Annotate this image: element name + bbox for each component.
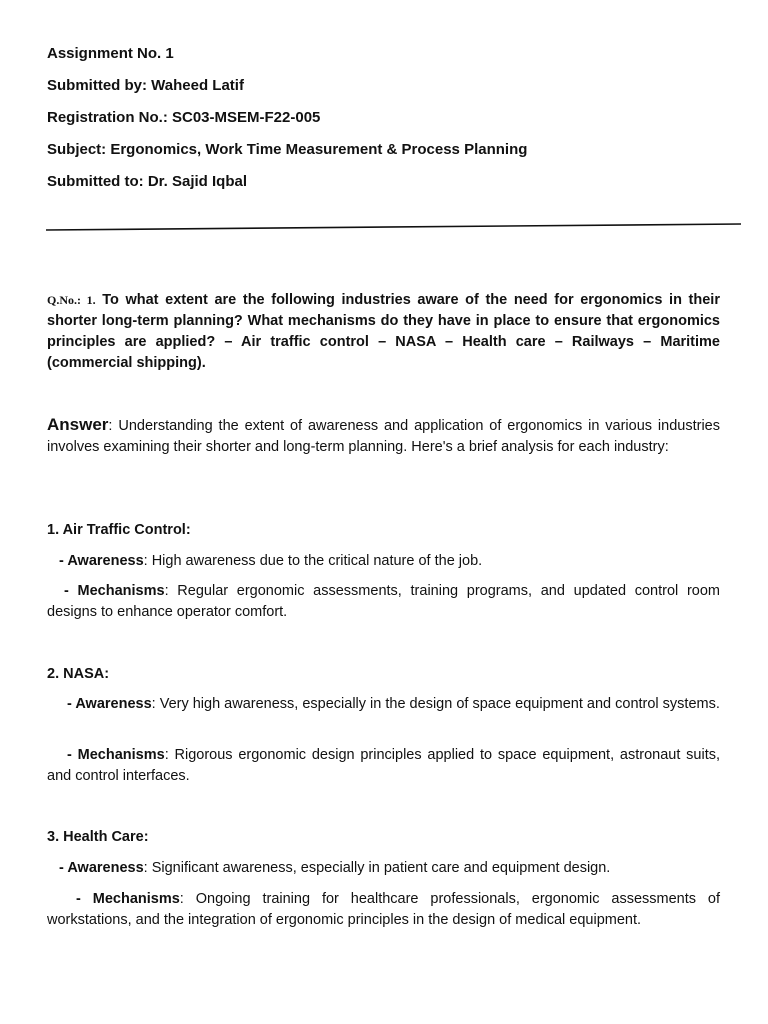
mechanisms-prefix: - [76, 891, 93, 907]
awareness-item-air-traffic-control [47, 551, 720, 572]
mechanisms-text: : Rigorous ergonomic design principles applied to space equipment, astronaut suits, and control interfaces. [47, 747, 720, 784]
mechanisms-text: : Regular ergonomic assessments, training programs, and updated control room designs to enhance operator comfort. [47, 583, 720, 620]
awareness-text: : Significant awareness, especially in patient care and equipment design. [143, 860, 611, 876]
mechanisms-item-health-care [47, 889, 720, 931]
mechanisms-label: Mechanisms [77, 747, 165, 763]
awareness-item-nasa [47, 694, 720, 715]
awareness-prefix: - [59, 860, 68, 876]
section-title-health-care: 3. Health Care: [47, 829, 149, 845]
assignment-header [47, 44, 727, 204]
mechanisms-prefix: - [64, 583, 78, 599]
awareness-item-health-care [47, 858, 720, 879]
awareness-label: Awareness [75, 696, 152, 712]
answer-intro [47, 414, 720, 458]
awareness-label: Awareness [67, 860, 144, 876]
subject-line: Subject: Ergonomics, Work Time Measurement & Process Planning [47, 141, 528, 158]
answer-text: : Understanding the extent of awareness and application of ergonomics in various industries involves examining their shorter and long-term planning. Here's a brief analysis for each industry: [47, 418, 720, 455]
awareness-text: : High awareness due to the critical nature of the job. [143, 553, 483, 569]
awareness-prefix: - [67, 696, 76, 712]
awareness-label: Awareness [67, 553, 144, 569]
mechanisms-item-nasa [47, 745, 720, 787]
question-text: To what extent are the following industries aware of the need for ergonomics in their shorter long-term planning? What mechanisms do they have in place to ensure that ergonomics principles are applied? – Air traffic control – NASA – Health care – Railways – Maritime (commercial shipping). [47, 292, 720, 371]
question-block [47, 290, 720, 374]
awareness-prefix: - [59, 553, 68, 569]
mechanisms-label: Mechanisms [92, 891, 180, 907]
registration-number: Registration No.: SC03-MSEM-F22-005 [47, 109, 321, 126]
section-title-nasa: 2. NASA: [47, 666, 110, 682]
mechanisms-label: Mechanisms [77, 583, 165, 599]
mechanisms-text: : Ongoing training for healthcare professionals, ergonomic assessments of workstations, and the integration of ergonomic principles in the design of medical equipment. [47, 891, 721, 928]
question-number: Q.No.: 1. [47, 293, 96, 307]
horizontal-divider [46, 222, 741, 232]
answer-label: Answer [47, 415, 109, 434]
awareness-text: : Very high awareness, especially in the design of space equipment and control systems. [151, 696, 720, 712]
assignment-number: Assignment No. 1 [47, 45, 174, 62]
submitted-by: Submitted by: Waheed Latif [47, 77, 244, 94]
submitted-to: Submitted to: Dr. Sajid Iqbal [47, 173, 248, 190]
mechanisms-item-air-traffic-control [47, 581, 720, 623]
section-title-air-traffic-control: 1. Air Traffic Control: [47, 522, 191, 538]
mechanisms-prefix: - [67, 747, 78, 763]
